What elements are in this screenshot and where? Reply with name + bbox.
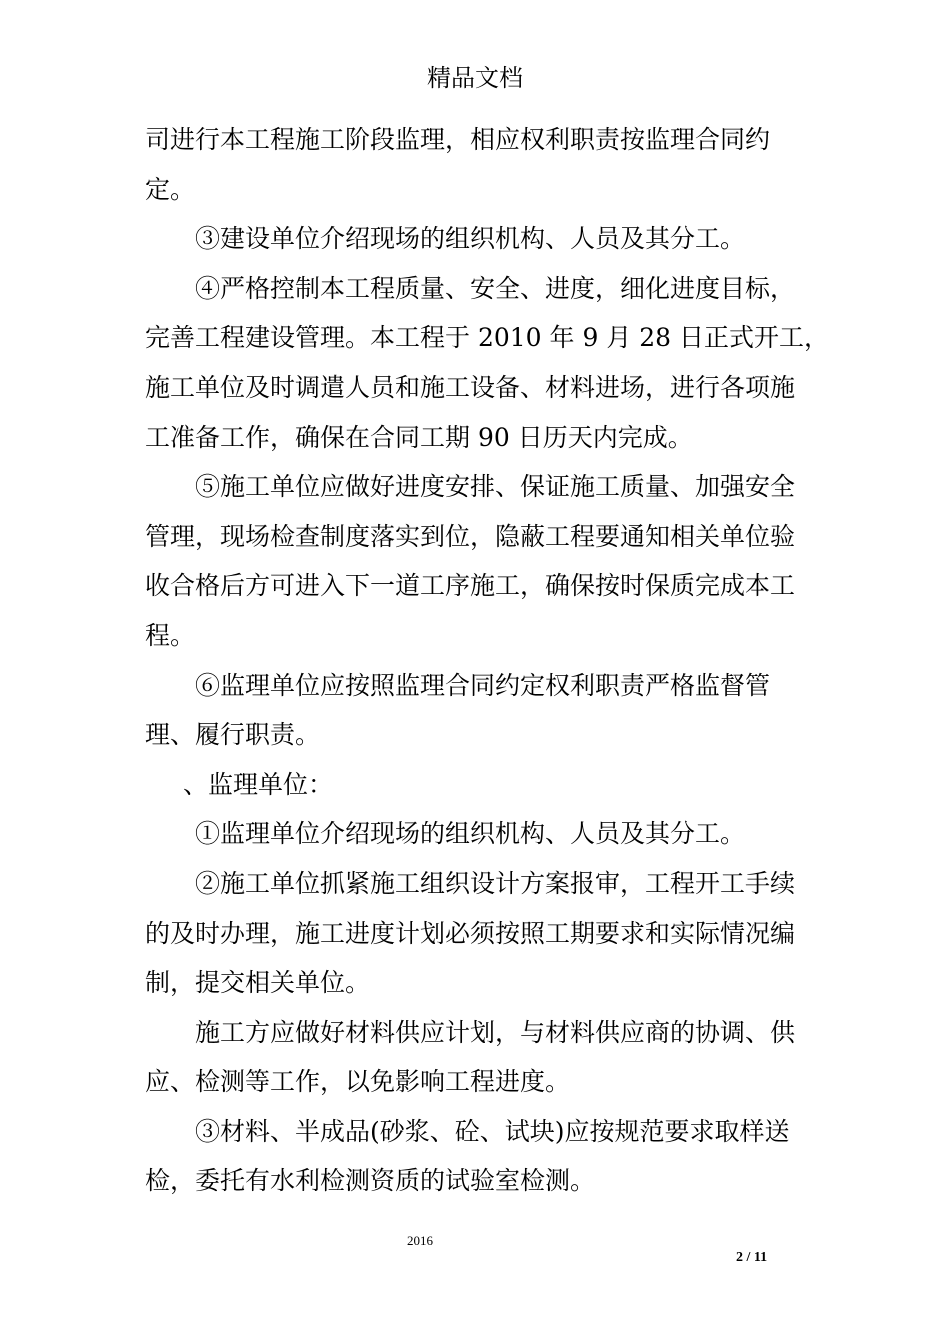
text-line: 施工方应做好材料供应计划，与材料供应商的协调、供 <box>195 1017 796 1047</box>
text-line: 司进行本工程施工阶段监理，相应权利职责按监理合同约 <box>145 125 771 154</box>
text-line: ⑥监理单位应按照监理合同约定权利职责严格监督管 <box>195 670 771 700</box>
paragraph <box>145 115 810 214</box>
footer-year: 2016 <box>407 1233 433 1248</box>
text-line: ②施工单位抓紧施工组织设计方案报审，工程开工手续 <box>195 868 796 898</box>
paragraph <box>145 809 810 859</box>
text-line: 完善工程建设管理。本工程于 2010 年 9 月 28 日正式开工， <box>145 323 830 353</box>
text-line: 收合格后方可进入下一道工序施工，确保按时保质完成本工 <box>145 571 796 601</box>
page-header: 精品文档 <box>427 64 523 92</box>
paragraph <box>145 214 810 264</box>
text-line: ①监理单位介绍现场的组织机构、人员及其分工。 <box>195 819 746 849</box>
paragraph <box>145 462 810 660</box>
text-line: 管理，现场检查制度落实到位，隐蔽工程要通知相关单位验 <box>145 521 796 551</box>
text-line: 的及时办理，施工进度计划必须按照工期要求和实际情况编 <box>145 918 796 948</box>
document-body <box>145 115 830 1206</box>
section-heading <box>145 760 810 810</box>
text-line: 检，委托有水利检测资质的试验室检测。 <box>145 1166 596 1196</box>
text-line: 制，提交相关单位。 <box>145 968 371 998</box>
paragraph <box>145 661 810 760</box>
text-line: 、监理单位： <box>183 769 334 799</box>
paragraph <box>145 1107 810 1206</box>
text-line: 定。 <box>145 174 196 204</box>
text-line: ⑤施工单位应做好进度安排、保证施工质量、加强安全 <box>195 472 796 502</box>
text-line: 应、检测等工作，以免影响工程进度。 <box>145 1067 571 1097</box>
text-line: 程。 <box>145 620 196 650</box>
paragraph <box>145 1008 810 1107</box>
text-line: ④严格控制本工程质量、安全、进度，细化进度目标， <box>195 273 796 303</box>
text-line: 工准备工作，确保在合同工期 90 日历天内完成。 <box>145 422 693 452</box>
page-number: 2 / 11 <box>736 1250 768 1265</box>
text-line: ③材料、半成品(砂浆、砼、试块)应按规范要求取样送 <box>195 1116 790 1146</box>
text-line: 理、履行职责。 <box>145 720 321 750</box>
text-line: 施工单位及时调遣人员和施工设备、材料进场，进行各项施 <box>145 372 796 402</box>
paragraph <box>145 859 810 1008</box>
text-line: ③建设单位介绍现场的组织机构、人员及其分工。 <box>195 224 746 254</box>
paragraph <box>145 264 830 462</box>
